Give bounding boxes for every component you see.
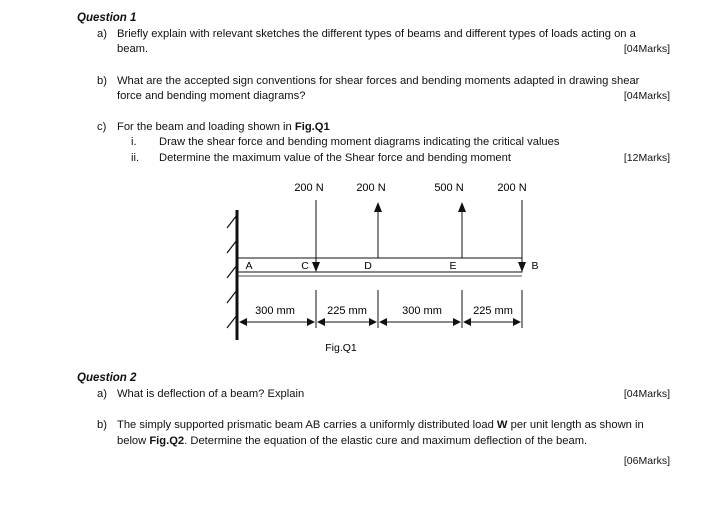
q1a-marks: [04Marks] <box>623 43 670 55</box>
q1c-intro-text: For the beam and loading shown in <box>117 121 295 133</box>
q1c-fig-ref: Fig.Q1 <box>294 121 330 133</box>
load-arrowhead-b <box>518 262 526 272</box>
q1a-text-line2: beam. <box>117 43 149 55</box>
q1b-text-line2: force and bending moment diagrams? <box>117 90 306 102</box>
question-2-heading: Question 2 <box>77 372 137 384</box>
q1b-text-line1: What are the accepted sign conventions for shear forces and bending moments adapted in drawing shear <box>117 75 640 87</box>
load-label-c: 200 N <box>294 182 324 194</box>
load-label-e: 500 N <box>434 182 464 194</box>
q2b-line2-pre: below <box>117 435 150 447</box>
point-label-e: E <box>449 260 457 272</box>
q2b-text-line1 <box>117 419 644 431</box>
q1b-marks: [04Marks] <box>623 90 670 102</box>
q2a-marks: [04Marks] <box>623 388 670 400</box>
q1c-marks: [12Marks] <box>623 152 670 164</box>
q2b-marks: [06Marks] <box>623 455 670 467</box>
load-label-b: 200 N <box>497 182 527 194</box>
q1c-i-text: Draw the shear force and bending moment diagrams indicating the critical values <box>159 136 560 148</box>
dim-label-de: 300 mm <box>402 305 442 317</box>
figure-caption: Fig.Q1 <box>325 342 357 354</box>
point-label-b: B <box>531 260 539 272</box>
q2b-line1-pre: The simply supported prismatic beam AB carries a uniformly distributed load <box>117 419 497 431</box>
dim-label-cd: 225 mm <box>327 305 367 317</box>
q1a-label: a) <box>97 28 107 40</box>
q2b-text-line2 <box>117 435 587 447</box>
q1c-label: c) <box>97 121 107 133</box>
point-label-d: D <box>364 260 372 272</box>
q1c-ii-text: Determine the maximum value of the Shear force and bending moment <box>159 152 511 164</box>
q1b-label: b) <box>97 75 107 87</box>
q2b-label: b) <box>97 419 107 431</box>
q2a-text: What is deflection of a beam? Explain <box>117 388 305 400</box>
q2b-line1-post: per unit length as shown in <box>507 419 644 431</box>
point-label-a: A <box>245 260 253 272</box>
beam <box>238 258 522 272</box>
q2a-label: a) <box>97 388 107 400</box>
q1a-text-line1: Briefly explain with relevant sketches the different types of beams and different types of loads acting on a <box>117 28 636 40</box>
q2b-fig-ref: Fig.Q2 <box>149 435 185 447</box>
q1c-i-label: i. <box>131 136 137 148</box>
load-arrowhead-d <box>374 202 382 212</box>
load-arrowhead-e <box>458 202 466 212</box>
load-label-d: 200 N <box>356 182 386 194</box>
point-label-c: C <box>301 260 309 272</box>
q2b-load-symbol: W <box>496 419 508 431</box>
question-1-heading: Question 1 <box>77 12 137 24</box>
q2b-line2-post: . Determine the equation of the elastic cure and maximum deflection of the beam. <box>184 435 588 447</box>
q1c-ii-label: ii. <box>131 152 140 164</box>
dim-label-eb: 225 mm <box>473 305 513 317</box>
load-arrowhead-c <box>312 262 320 272</box>
dim-label-ac: 300 mm <box>255 305 295 317</box>
